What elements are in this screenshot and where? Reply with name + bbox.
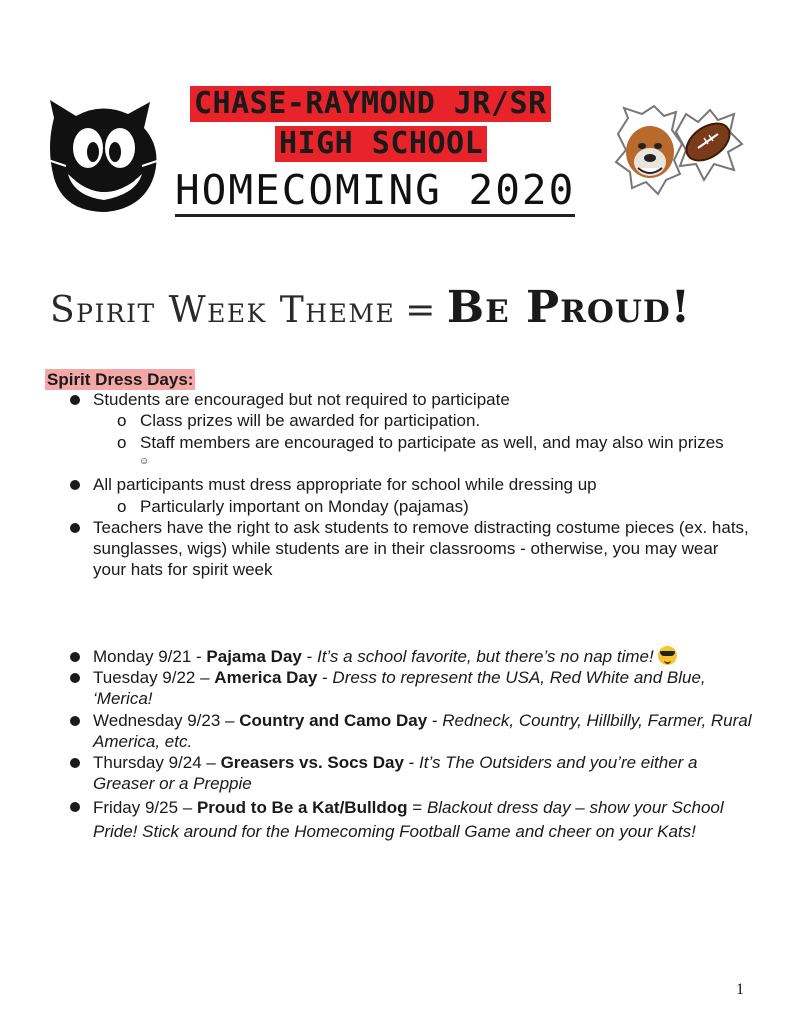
rule-item: Students are encouraged but not required to participate — [93, 390, 510, 409]
day-sep: - — [317, 668, 333, 687]
day-desc: Dress to represent the USA, Red White and Blue, ‘Merica! — [93, 668, 706, 708]
bullet-icon — [70, 802, 80, 812]
day-desc: It’s a school favorite, but there’s no nap time! — [316, 647, 654, 666]
day-name: Proud to Be a Kat/Bulldog — [196, 798, 408, 817]
day-sep: - — [427, 711, 443, 730]
rule-item: All participants must dress appropriate for school while dressing up — [93, 475, 597, 494]
day-desc: It’s The Outsiders and you’re either a Greaser or a Preppie — [93, 753, 698, 793]
rule-subitem: Particularly important on Monday (pajamas) — [140, 497, 469, 516]
sub-bullet-icon: o — [117, 497, 127, 516]
bullet-icon — [70, 716, 80, 726]
day-item-friday — [93, 796, 753, 844]
day-date: Monday 9/21 - — [93, 647, 207, 666]
sub-bullet-icon: o — [117, 433, 127, 452]
day-item-monday — [93, 646, 753, 667]
page-number: 1 — [736, 981, 744, 998]
bullet-icon — [70, 652, 80, 662]
day-name: Pajama Day — [206, 647, 302, 666]
day-sep: - — [301, 647, 317, 666]
day-item-tuesday — [93, 667, 753, 709]
sunglasses-emoji-icon — [658, 646, 677, 665]
theme-equals: = — [405, 290, 437, 331]
dress-days-heading: Spirit Dress Days: — [47, 370, 194, 389]
rule-subitem: Class prizes will be awarded for participation. — [140, 411, 481, 430]
rule-subitem: Staff members are encouraged to participate as well, and may also win prizes — [140, 433, 724, 452]
felix-cat-icon — [46, 98, 164, 214]
homecoming-title: HOMECOMING 2020 — [175, 168, 575, 217]
day-date: Tuesday 9/22 – — [93, 668, 215, 687]
school-name-line1: CHASE-RAYMOND JR/SR — [190, 86, 551, 122]
spirit-week-theme — [50, 282, 691, 333]
day-date: Friday 9/25 – — [93, 798, 197, 817]
day-name: Country and Camo Day — [239, 711, 428, 730]
day-item-thursday — [93, 752, 753, 794]
day-name: Greasers vs. Socs Day — [220, 753, 404, 772]
theme-prefix: Spirit Week Theme — [50, 290, 396, 331]
rule-item: Teachers have the right to ask students to remove distracting costume pieces (ex. hats, sunglasses, wigs) while students are in their classrooms - otherwise, you may wear your hats for spirit week — [93, 518, 749, 579]
sub-bullet-icon: o — [117, 411, 127, 430]
bullet-icon — [70, 523, 80, 533]
smiley-icon: ☺ — [139, 456, 150, 467]
bullet-icon — [70, 480, 80, 490]
day-item-wednesday — [93, 710, 753, 752]
bullet-icon — [70, 673, 80, 683]
day-sep: - — [403, 753, 420, 772]
bullet-icon — [70, 758, 80, 768]
day-date: Thursday 9/24 – — [93, 753, 221, 772]
day-sep: = — [407, 798, 427, 817]
bulldog-football-icon — [614, 104, 744, 196]
bullet-icon — [70, 395, 80, 405]
day-name: America Day — [214, 668, 318, 687]
theme-value: Be Proud! — [446, 282, 692, 333]
school-name-line2: HIGH SCHOOL — [275, 126, 487, 162]
day-desc: Blackout dress day – show your School Pride! Stick around for the Homecoming Football Game and cheer on your Kats! — [93, 798, 724, 841]
day-date: Wednesday 9/23 – — [93, 711, 240, 730]
day-desc: Redneck, Country, Hillbilly, Farmer, Rural America, etc. — [93, 711, 752, 751]
